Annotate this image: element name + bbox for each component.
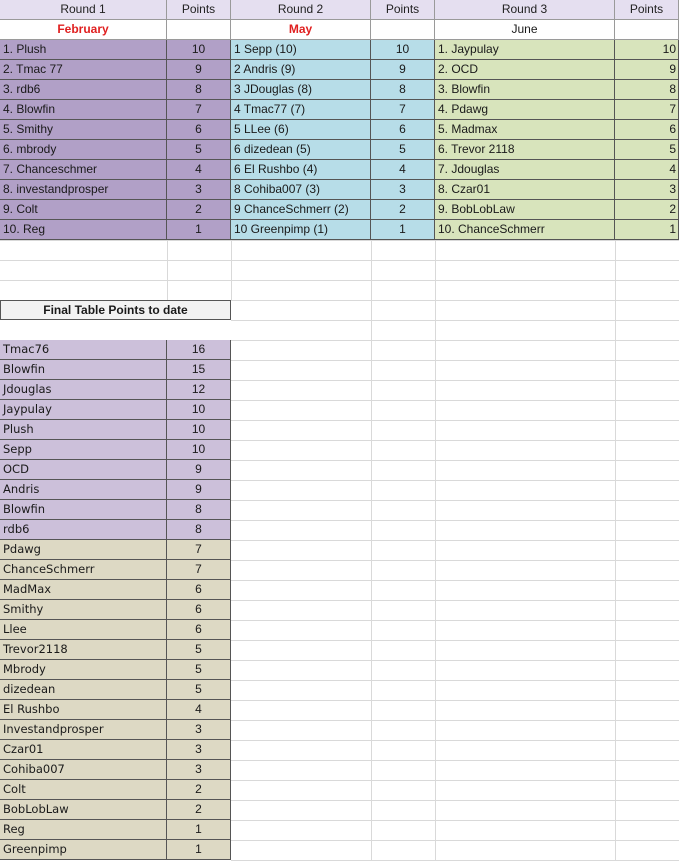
final-table-player-name[interactable]: Czar01 — [0, 740, 167, 760]
final-table-player-points[interactable]: 3 — [167, 760, 231, 780]
round1-month-points-blank — [167, 20, 231, 40]
gridline-horizontal — [231, 680, 679, 681]
final-table-player-points[interactable]: 7 — [167, 540, 231, 560]
final-table-player-points[interactable]: 5 — [167, 680, 231, 700]
final-table-player-points[interactable]: 10 — [167, 440, 231, 460]
round3-player-name[interactable]: 4. Pdawg — [435, 100, 615, 120]
final-table-player-points[interactable]: 3 — [167, 740, 231, 760]
gridline-horizontal — [231, 740, 679, 741]
round2-player-name[interactable]: 9 ChanceSchmerr (2) — [231, 200, 371, 220]
round3-player-name[interactable]: 8. Czar01 — [435, 180, 615, 200]
final-table-player-name[interactable]: BobLobLaw — [0, 800, 167, 820]
gridline-horizontal — [231, 480, 679, 481]
gridline-horizontal — [231, 360, 679, 361]
final-table-player-name[interactable]: Mbrody — [0, 660, 167, 680]
round2-player-name[interactable]: 1 Sepp (10) — [231, 40, 371, 60]
final-table-player-points[interactable]: 6 — [167, 580, 231, 600]
round2-month-points-blank — [371, 20, 435, 40]
gridline-horizontal — [231, 440, 679, 441]
gridline-vertical — [435, 300, 436, 861]
gridline-horizontal — [231, 420, 679, 421]
round3-player-points[interactable]: 1 — [615, 220, 679, 240]
gridline-horizontal — [231, 620, 679, 621]
gridline-horizontal — [231, 460, 679, 461]
gridline-horizontal — [231, 800, 679, 801]
round1-player-name[interactable]: 8. investandprosper — [0, 180, 167, 200]
gridline-horizontal — [231, 580, 679, 581]
round1-player-name[interactable]: 1. Plush — [0, 40, 167, 60]
round2-player-name[interactable]: 3 JDouglas (8) — [231, 80, 371, 100]
final-table-player-points[interactable]: 12 — [167, 380, 231, 400]
round2-player-points[interactable]: 10 — [371, 40, 435, 60]
round2-player-points[interactable]: 8 — [371, 80, 435, 100]
final-table-player-name[interactable]: ChanceSchmerr — [0, 560, 167, 580]
round1-points-header: Points — [167, 0, 231, 20]
final-table-player-name[interactable]: MadMax — [0, 580, 167, 600]
gridline-horizontal — [231, 820, 679, 821]
gridline-vertical — [615, 300, 616, 861]
round2-player-name[interactable]: 8 Cohiba007 (3) — [231, 180, 371, 200]
gridline-horizontal — [0, 260, 679, 261]
round2-header: Round 2 — [231, 0, 371, 20]
final-table-player-name[interactable]: Llee — [0, 620, 167, 640]
round1-player-points[interactable]: 9 — [167, 60, 231, 80]
round3-month: June — [435, 20, 615, 40]
round2-player-points[interactable]: 4 — [371, 160, 435, 180]
final-table-player-name[interactable]: dizedean — [0, 680, 167, 700]
round3-player-name[interactable]: 1. Jaypulay — [435, 40, 615, 60]
final-table-player-name[interactable]: Pdawg — [0, 540, 167, 560]
round3-player-name[interactable]: 3. Blowfin — [435, 80, 615, 100]
gridline-horizontal — [231, 700, 679, 701]
final-table-player-points[interactable]: 3 — [167, 720, 231, 740]
round2-points-header: Points — [371, 0, 435, 20]
gridline-horizontal — [231, 780, 679, 781]
round2-player-name[interactable]: 2 Andris (9) — [231, 60, 371, 80]
final-table-player-name[interactable]: Colt — [0, 780, 167, 800]
round2-player-name[interactable]: 6 El Rushbo (4) — [231, 160, 371, 180]
round2-player-points[interactable]: 2 — [371, 200, 435, 220]
final-table-player-points[interactable]: 2 — [167, 800, 231, 820]
gridline-horizontal — [231, 320, 679, 321]
round1-player-name[interactable]: 4. Blowfin — [0, 100, 167, 120]
final-table-player-points[interactable]: 4 — [167, 700, 231, 720]
final-table-player-points[interactable]: 6 — [167, 600, 231, 620]
gridline-horizontal — [231, 640, 679, 641]
round3-player-name[interactable]: 10. ChanceSchmerr — [435, 220, 615, 240]
final-table-player-points[interactable]: 7 — [167, 560, 231, 580]
final-table-player-name[interactable]: Jaypulay — [0, 400, 167, 420]
round2-player-points[interactable]: 1 — [371, 220, 435, 240]
final-table-player-points[interactable]: 9 — [167, 480, 231, 500]
round3-player-points[interactable]: 5 — [615, 140, 679, 160]
round1-player-name[interactable]: 10. Reg — [0, 220, 167, 240]
final-table-player-name[interactable]: Investandprosper — [0, 720, 167, 740]
round2-player-points[interactable]: 5 — [371, 140, 435, 160]
gridline-horizontal — [231, 840, 679, 841]
round3-player-name[interactable]: 9. BobLobLaw — [435, 200, 615, 220]
final-table-player-points[interactable]: 9 — [167, 460, 231, 480]
round1-player-points[interactable]: 7 — [167, 100, 231, 120]
gridline-horizontal — [231, 560, 679, 561]
round1-player-points[interactable]: 5 — [167, 140, 231, 160]
round2-player-points[interactable]: 7 — [371, 100, 435, 120]
round1-player-name[interactable]: 7. Chanceschmer — [0, 160, 167, 180]
final-table-player-name[interactable]: Trevor2118 — [0, 640, 167, 660]
final-table-player-points[interactable]: 6 — [167, 620, 231, 640]
round3-player-points[interactable]: 4 — [615, 160, 679, 180]
gridline-horizontal — [0, 280, 679, 281]
round2-player-name[interactable]: 4 Tmac77 (7) — [231, 100, 371, 120]
final-table-player-name[interactable]: Plush — [0, 420, 167, 440]
round3-player-name[interactable]: 6. Trevor 2118 — [435, 140, 615, 160]
final-table-player-name[interactable]: Greenpimp — [0, 840, 167, 860]
round1-player-name[interactable]: 6. mbrody — [0, 140, 167, 160]
final-table-title: Final Table Points to date — [0, 300, 231, 320]
gridline-horizontal — [231, 760, 679, 761]
final-table-player-name[interactable]: Cohiba007 — [0, 760, 167, 780]
round1-player-name[interactable]: 5. Smithy — [0, 120, 167, 140]
final-table-player-name[interactable]: rdb6 — [0, 520, 167, 540]
final-table-player-points[interactable]: 8 — [167, 520, 231, 540]
round1-player-points[interactable]: 10 — [167, 40, 231, 60]
round1-player-name[interactable]: 2. Tmac 77 — [0, 60, 167, 80]
round3-player-points[interactable]: 3 — [615, 180, 679, 200]
final-table-player-points[interactable]: 10 — [167, 400, 231, 420]
round3-player-name[interactable]: 5. Madmax — [435, 120, 615, 140]
final-table-player-points[interactable]: 5 — [167, 660, 231, 680]
round3-player-points[interactable]: 2 — [615, 200, 679, 220]
round3-player-points[interactable]: 8 — [615, 80, 679, 100]
gridline-vertical — [371, 300, 372, 861]
round1-player-points[interactable]: 1 — [167, 220, 231, 240]
round3-points-header: Points — [615, 0, 679, 20]
gridline-horizontal — [231, 340, 679, 341]
round2-player-points[interactable]: 9 — [371, 60, 435, 80]
final-table-player-points[interactable]: 15 — [167, 360, 231, 380]
round1-header: Round 1 — [0, 0, 167, 20]
round3-player-points[interactable]: 9 — [615, 60, 679, 80]
final-table-player-name[interactable]: Reg — [0, 820, 167, 840]
round3-player-points[interactable]: 6 — [615, 120, 679, 140]
round1-player-name[interactable]: 3. rdb6 — [0, 80, 167, 100]
round3-player-points[interactable]: 7 — [615, 100, 679, 120]
final-table-player-points[interactable]: 5 — [167, 640, 231, 660]
round1-player-points[interactable]: 6 — [167, 120, 231, 140]
final-table-player-points[interactable]: 2 — [167, 780, 231, 800]
final-table-player-name[interactable]: Sepp — [0, 440, 167, 460]
gridline-horizontal — [231, 500, 679, 501]
round2-player-points[interactable]: 6 — [371, 120, 435, 140]
round1-player-points[interactable]: 3 — [167, 180, 231, 200]
gridline-horizontal — [231, 380, 679, 381]
final-table-player-name[interactable]: Tmac76 — [0, 340, 167, 360]
gridline-horizontal — [231, 660, 679, 661]
round3-header: Round 3 — [435, 0, 615, 20]
round2-player-name[interactable]: 5 LLee (6) — [231, 120, 371, 140]
round2-player-name[interactable]: 6 dizedean (5) — [231, 140, 371, 160]
final-table-player-name[interactable]: Andris — [0, 480, 167, 500]
final-table-player-name[interactable]: Jdouglas — [0, 380, 167, 400]
final-table-player-points[interactable]: 1 — [167, 820, 231, 840]
gridline-horizontal — [231, 600, 679, 601]
final-table-player-name[interactable]: Blowfin — [0, 360, 167, 380]
round2-player-points[interactable]: 3 — [371, 180, 435, 200]
final-table-player-points[interactable]: 10 — [167, 420, 231, 440]
final-table-player-name[interactable]: Blowfin — [0, 500, 167, 520]
round2-month: May — [231, 20, 371, 40]
final-table-player-points[interactable]: 1 — [167, 840, 231, 860]
final-table-player-name[interactable]: El Rushbo — [0, 700, 167, 720]
gridline-horizontal — [231, 520, 679, 521]
round1-player-points[interactable]: 4 — [167, 160, 231, 180]
round1-month: February — [0, 20, 167, 40]
round1-player-points[interactable]: 2 — [167, 200, 231, 220]
round3-player-name[interactable]: 7. Jdouglas — [435, 160, 615, 180]
gridline-horizontal — [0, 240, 679, 241]
round3-month-points-blank — [615, 20, 679, 40]
final-table-player-points[interactable]: 8 — [167, 500, 231, 520]
round2-player-name[interactable]: 10 Greenpimp (1) — [231, 220, 371, 240]
round1-player-name[interactable]: 9. Colt — [0, 200, 167, 220]
round3-player-points[interactable]: 10 — [615, 40, 679, 60]
gridline-horizontal — [231, 400, 679, 401]
gridline-horizontal — [231, 540, 679, 541]
round1-player-points[interactable]: 8 — [167, 80, 231, 100]
round3-player-name[interactable]: 2. OCD — [435, 60, 615, 80]
final-table-player-name[interactable]: Smithy — [0, 600, 167, 620]
final-table-player-name[interactable]: OCD — [0, 460, 167, 480]
gridline-horizontal — [231, 720, 679, 721]
final-table-player-points[interactable]: 16 — [167, 340, 231, 360]
